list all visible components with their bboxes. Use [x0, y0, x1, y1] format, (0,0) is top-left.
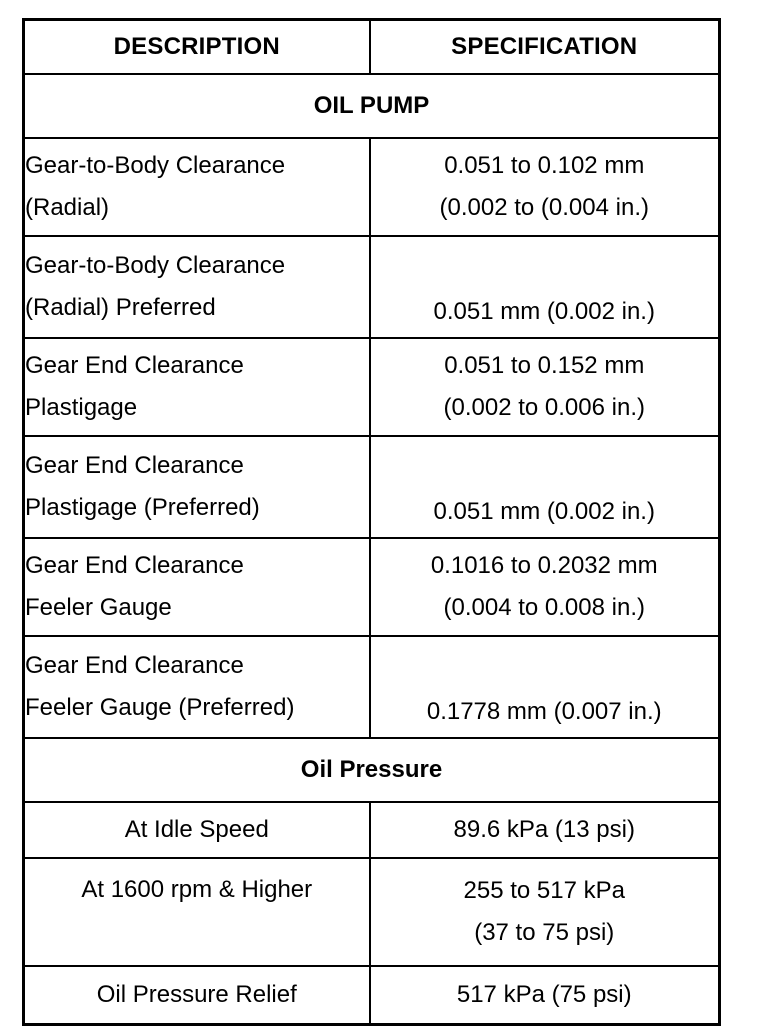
specification-column-header: SPECIFICATION — [370, 20, 720, 75]
description-line: Feeler Gauge (Preferred) — [25, 694, 295, 721]
description-cell — [24, 138, 370, 236]
table-row — [24, 236, 720, 338]
description-cell — [24, 538, 370, 636]
description-line: Plastigage (Preferred) — [25, 494, 260, 521]
specification-line: (37 to 75 psi) — [474, 919, 615, 946]
description-column-header: DESCRIPTION — [24, 20, 370, 75]
specification-cell: 89.6 kPa (13 psi) — [370, 802, 720, 858]
specification-line: 0.1016 to 0.2032 mm — [430, 552, 658, 579]
description-line: Gear End Clearance — [25, 652, 244, 679]
description-cell — [24, 436, 370, 538]
specification-cell — [370, 338, 720, 436]
section-row-oil-pressure — [24, 738, 720, 802]
description-line: Gear-to-Body Clearance — [25, 252, 286, 279]
specification-line: 0.051 mm (0.002 in.) — [433, 298, 655, 325]
section-row-oil-pump — [24, 74, 720, 138]
specification-cell — [370, 538, 720, 636]
description-line: Gear End Clearance — [25, 552, 244, 579]
specification-line: 0.051 mm (0.002 in.) — [433, 498, 655, 525]
description-line: (Radial) Preferred — [25, 294, 216, 321]
description-cell — [24, 636, 370, 738]
table-row — [24, 436, 720, 538]
description-line: Gear-to-Body Clearance — [25, 152, 286, 179]
description-cell — [24, 338, 370, 436]
table-row — [24, 338, 720, 436]
specification-cell: 517 kPa (75 psi) — [370, 966, 720, 1025]
specification-cell — [370, 236, 720, 338]
description-line: Gear End Clearance — [25, 452, 244, 479]
specification-cell — [370, 436, 720, 538]
section-title-oil-pump: OIL PUMP — [24, 74, 720, 138]
header-row — [24, 20, 720, 75]
specification-line: 0.051 to 0.152 mm — [444, 352, 645, 379]
specification-line: 0.1778 mm (0.007 in.) — [426, 698, 662, 725]
table-row — [24, 138, 720, 236]
specification-line: (0.002 to 0.006 in.) — [443, 394, 645, 421]
description-cell: At Idle Speed — [24, 802, 370, 858]
specification-line: 0.051 to 0.102 mm — [444, 152, 645, 179]
specification-line: (0.002 to (0.004 in.) — [439, 194, 649, 221]
table-row — [24, 966, 720, 1025]
specification-line: 255 to 517 kPa — [463, 877, 625, 904]
specification-cell — [370, 636, 720, 738]
specification-cell — [370, 138, 720, 236]
table-row — [24, 538, 720, 636]
description-cell: Oil Pressure Relief — [24, 966, 370, 1025]
description-line: Feeler Gauge — [25, 594, 172, 621]
specification-cell — [370, 858, 720, 966]
specification-table — [22, 18, 721, 1026]
description-line: (Radial) — [25, 194, 110, 221]
description-line: Gear End Clearance — [25, 352, 244, 379]
table-row — [24, 858, 720, 966]
description-cell — [24, 236, 370, 338]
table-row — [24, 636, 720, 738]
section-title-oil-pressure: Oil Pressure — [24, 738, 720, 802]
description-line: Plastigage — [25, 394, 138, 421]
description-cell: At 1600 rpm & Higher — [24, 858, 370, 966]
specification-line: (0.004 to 0.008 in.) — [443, 594, 645, 621]
table-row — [24, 802, 720, 858]
